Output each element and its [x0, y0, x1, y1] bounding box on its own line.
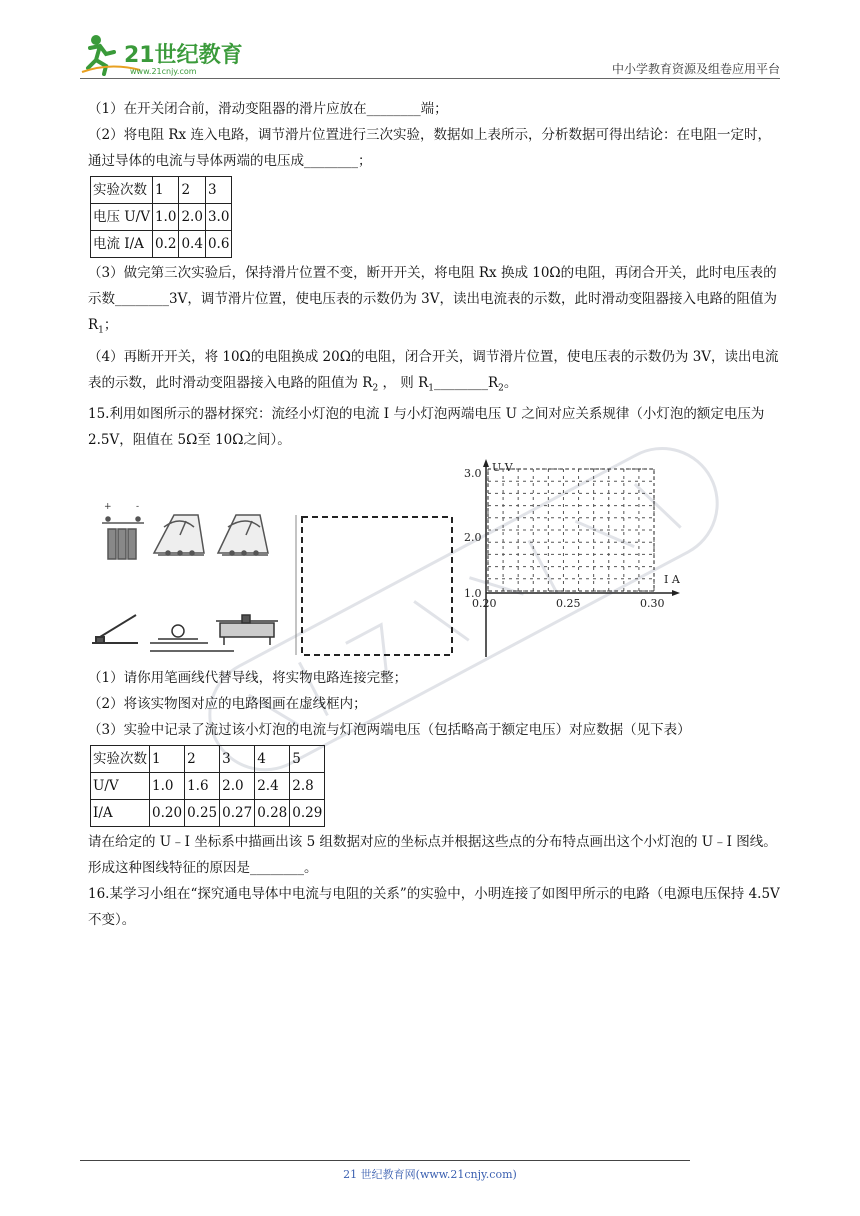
q15-table-cell: 4	[255, 746, 290, 773]
q15-table-cell: I/A	[91, 800, 150, 827]
q15-table-cell: 5	[290, 746, 325, 773]
q15-table-cell: 2.0	[220, 773, 255, 800]
x-tick-label: 0.20	[472, 597, 497, 611]
q14-table-cell: 0.6	[205, 231, 231, 258]
q14-table-cell: 0.2	[152, 231, 178, 258]
y-tick-label: 2.0	[464, 531, 482, 545]
y-tick-label: 1.0	[464, 587, 482, 601]
x-axis-label: I A	[664, 573, 680, 587]
q14-part4: （4）再断开开关，将 10Ω的电阻换成 20Ω的电阻，闭合开关，调节滑片位置，使电压表的示数仍为 3V，读出电流表的示数，此时滑动变阻器接入电路的阻值为 $R_2$ ， 则 $R_1\_\_\_\_\_\_\_\_R_2$。	[88, 348, 779, 394]
q15-table-cell: 1.0	[150, 773, 185, 800]
q14-table-cell: 0.4	[179, 231, 205, 258]
platform-name: 中小学教育资源及组卷应用平台	[611, 62, 780, 76]
q15-table-cell: 0.20	[150, 800, 185, 827]
q15-table-cell: 1.6	[185, 773, 220, 800]
ammeter-icon	[154, 515, 204, 555]
footer-divider	[80, 1160, 690, 1161]
q15-table-cell: 2	[185, 746, 220, 773]
q15-step1: （1）请你用笔画线代替导线，将实物电路连接完整；	[88, 670, 408, 687]
apparatus-and-graph	[88, 457, 780, 663]
q15-table-row	[91, 800, 325, 827]
q14-table	[90, 176, 232, 258]
q14-table-cell: 电压 U/V	[91, 204, 153, 231]
y-tick-label: 3.0	[464, 467, 482, 481]
q15-table-cell: 0.25	[185, 800, 220, 827]
q15-step4: 请在给定的 U﹣I 坐标系中描画出该 5 组数据对应的坐标点并根据这些点的分布特点画出这个小灯泡的 U﹣I 图线。形成这种图线特征的原因是________。	[88, 834, 777, 877]
rheostat-icon	[216, 615, 278, 645]
logo-sub: www.21cnjy.com	[130, 67, 197, 76]
q14-part1: （1）在开关闭合前，滑动变阻器的滑片应放在________端；	[88, 101, 448, 117]
y-axis-arrow-icon	[483, 459, 489, 467]
q15-figure	[88, 457, 780, 663]
q15-table-cell: 0.29	[290, 800, 325, 827]
logo	[80, 32, 260, 78]
plus-label: +	[104, 502, 112, 513]
q15-table	[90, 745, 325, 827]
q14-table-cell: 电流 I/A	[91, 231, 153, 258]
q14-table-cell: 3.0	[205, 204, 231, 231]
q15-table-cell: 0.28	[255, 800, 290, 827]
logo-text: 21世纪教育	[124, 43, 243, 68]
page-header	[80, 32, 780, 80]
q14-part3: （3）做完第三次实验后，保持滑片位置不变，断开开关，将电阻 Rx 换成 10Ω的电阻，再闭合开关，此时电压表的示数________3V，调节滑片位置，使电压表的示数仍为 3V，读出电流表的示数，此时滑动变阻器接入电路的阻值为 $R_1$；	[88, 265, 777, 336]
x-tick-label: 0.30	[640, 597, 665, 611]
q14-table-cell: 实验次数	[91, 177, 153, 204]
q14-table-row	[91, 204, 232, 231]
battery-pack-icon	[102, 502, 144, 559]
q15-table-cell: U/V	[91, 773, 150, 800]
q15-step3: （3）实验中记录了流过该小灯泡的电流与灯泡两端电压（包括略高于额定电压）对应数据（见下表）	[88, 722, 691, 739]
footer-link[interactable]: 21 世纪教育网(www.21cnjy.com)	[343, 1168, 517, 1181]
q15-table-cell: 0.27	[220, 800, 255, 827]
q15-table-cell: 1	[150, 746, 185, 773]
q14-table-cell: 2	[179, 177, 205, 204]
q14-table-cell: 2.0	[179, 204, 205, 231]
voltmeter-icon	[218, 515, 268, 555]
circuit-diagram-box	[302, 517, 452, 655]
q14-table-row	[91, 177, 232, 204]
minus-label: -	[136, 502, 140, 513]
x-axis-arrow-icon	[672, 590, 680, 596]
switch-icon	[92, 615, 138, 643]
q15-table-cell: 实验次数	[91, 746, 150, 773]
x-tick-label: 0.25	[556, 597, 581, 611]
q14-table-cell: 3	[205, 177, 231, 204]
q15-stem: 15.利用如图所示的器材探究：流经小灯泡的电流 I 与小灯泡两端电压 U 之间对应关系规律（小灯泡的额定电压为 2.5V，阻值在 5Ω至 10Ω之间）。	[88, 406, 765, 449]
q15-step2: （2）将该实物图对应的电路图画在虚线框内；	[88, 696, 367, 713]
q14-table-cell: 1	[152, 177, 178, 204]
q15-table-cell: 2.4	[255, 773, 290, 800]
q16-stem: 16.某学习小组在“探究通电导体中电流与电阻的关系”的实验中，小明连接了如图甲所示的电路（电源电压保持 4.5V 不变）。	[88, 886, 780, 929]
q15-table-row	[91, 746, 325, 773]
u-i-graph	[464, 459, 681, 657]
q15-table-cell: 3	[220, 746, 255, 773]
q15-table-cell: 2.8	[290, 773, 325, 800]
q15-table-row	[91, 773, 325, 800]
header-divider	[80, 78, 780, 79]
q14-table-cell: 1.0	[152, 204, 178, 231]
y-axis-label: U V	[492, 461, 513, 475]
q14-part2: （2）将电阻 Rx 连入电路，调节滑片位置进行三次实验，数据如上表所示，分析数据可得出结论：在电阻一定时，通过导体的电流与导体两端的电压成________；	[88, 127, 771, 169]
q14-table-row	[91, 231, 232, 258]
page-content	[88, 96, 780, 933]
